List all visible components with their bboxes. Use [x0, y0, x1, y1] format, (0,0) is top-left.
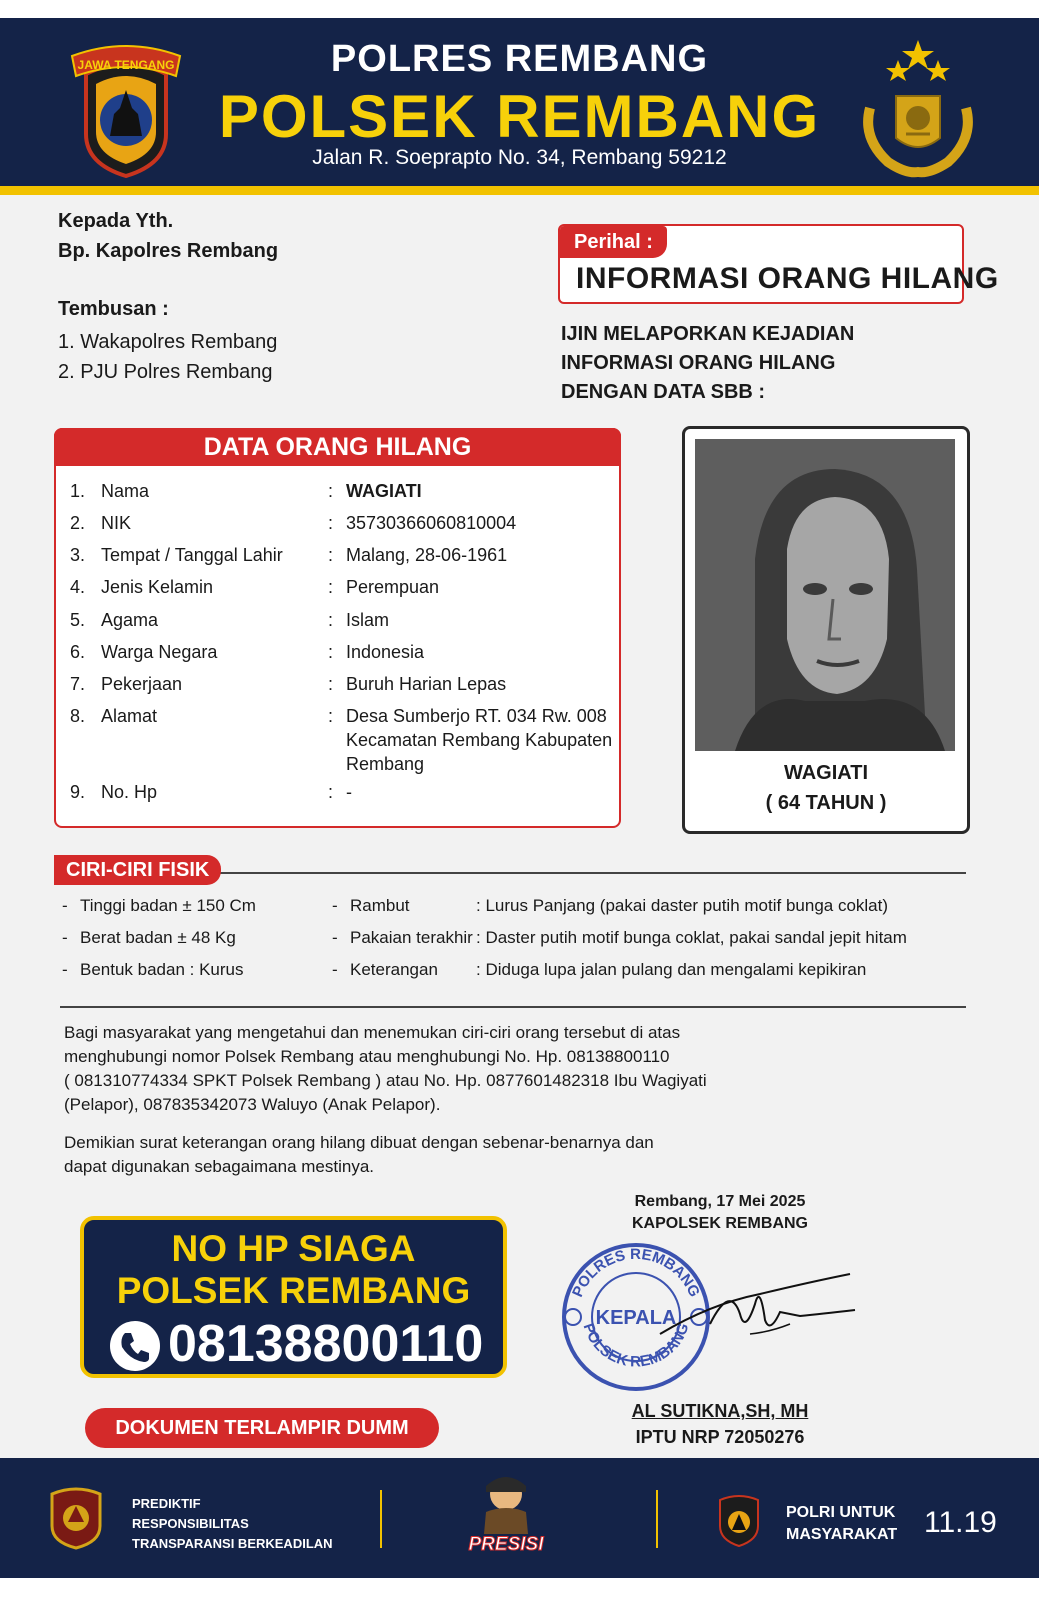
ciri-dash: - — [332, 928, 338, 947]
recipient-name: Bp. Kapolres Rembang — [58, 240, 279, 262]
row-colon: : — [328, 577, 334, 597]
signature-name: AL SUTIKNA,SH, MH — [631, 1401, 809, 1421]
row-label: Jenis Kelamin — [101, 577, 214, 597]
row-value: Rembang — [346, 754, 425, 774]
dokumen-terlampir-button[interactable]: DOKUMEN TERLAMPIR DUMM — [85, 1408, 439, 1448]
footer-jateng-badge-logo — [716, 1488, 762, 1548]
footer-motto-line: RESPONSIBILITAS — [132, 1516, 249, 1531]
signature-nrp: IPTU NRP 72050276 — [635, 1427, 805, 1447]
footer-motto-line: TRANSPARANSI BERKEADILAN — [132, 1536, 333, 1551]
photo-name: WAGIATI — [783, 762, 869, 784]
row-number: 1. — [70, 481, 86, 501]
presisi-mascot-logo — [456, 1470, 556, 1562]
row-label: Nama — [101, 481, 150, 501]
row-number: 6. — [70, 642, 86, 662]
footer-slogan-line: POLRI UNTUK — [786, 1504, 896, 1521]
polri-emblem-logo — [848, 38, 988, 178]
tembusan-item: 1. Wakapolres Rembang — [58, 331, 278, 353]
row-colon: : — [328, 610, 334, 630]
ciri-left-item: Tinggi badan ± 150 Cm — [80, 896, 256, 915]
ciri-fisik-heading: CIRI-CIRI FISIK — [54, 855, 221, 885]
header-stripe — [0, 186, 1039, 195]
row-colon: : — [328, 642, 334, 662]
header-polres: POLRES REMBANG — [330, 38, 709, 80]
photo-age: ( 64 TAHUN ) — [765, 792, 887, 814]
row-value: Islam — [346, 610, 390, 630]
row-colon: : — [328, 782, 334, 802]
row-label: Warga Negara — [101, 642, 218, 662]
row-label: No. Hp — [101, 782, 158, 802]
row-colon: : — [328, 674, 334, 694]
row-number: 3. — [70, 545, 86, 565]
row-value: - — [346, 782, 352, 802]
letter-page — [0, 18, 1039, 1578]
missing-person-photo — [695, 439, 955, 751]
section-divider — [60, 1006, 966, 1008]
row-number: 4. — [70, 577, 86, 597]
ciri-left-item: Berat badan ± 48 Kg — [80, 928, 236, 947]
header-polsek: POLSEK REMBANG — [218, 83, 821, 150]
row-label: Alamat — [101, 706, 158, 726]
row-colon: : — [328, 513, 334, 533]
ciri-right-label: Rambut — [350, 896, 410, 915]
signature-position: KAPOLSEK REMBANG — [631, 1215, 808, 1232]
perihal-intro-line: DENGAN DATA SBB : — [561, 381, 766, 403]
data-orang-hilang-heading: DATA ORANG HILANG — [54, 428, 621, 466]
presisi-wordmark: PRESISI — [468, 1534, 544, 1555]
ciri-right-value: : Daster putih motif bunga coklat, pakai sandal jepit hitam — [476, 928, 907, 947]
timestamp: 11.19 — [924, 1506, 997, 1539]
header-address: Jalan R. Soeprapto No. 34, Rembang 59212 — [312, 146, 727, 169]
ciri-dash: - — [332, 960, 338, 979]
ciri-dash: - — [62, 928, 68, 947]
paragraph-line: menghubungi nomor Polsek Rembang atau menghubungi No. Hp. 08138800110 — [64, 1047, 670, 1066]
row-value: Desa Sumberjo RT. 034 Rw. 008 — [346, 706, 607, 726]
row-value: Perempuan — [346, 577, 440, 597]
row-colon: : — [328, 545, 334, 565]
row-value: Malang, 28-06-1961 — [346, 545, 508, 565]
footer-divider — [656, 1490, 658, 1548]
footer-police-badge-logo — [46, 1484, 106, 1550]
footer-right-text — [786, 1502, 897, 1546]
tembusan-label: Tembusan : — [58, 298, 169, 320]
photo-caption — [686, 758, 966, 818]
perihal-intro-line: INFORMASI ORANG HILANG — [561, 352, 836, 374]
ciri-right-value: : Diduga lupa jalan pulang dan mengalami kepikiran — [476, 960, 867, 979]
stamp-top-text: POLRES REMBANG — [569, 1245, 703, 1300]
siaga-subtitle: POLSEK REMBANG — [116, 1270, 471, 1311]
ciri-dash: - — [62, 896, 68, 915]
ciri-right-value: : Lurus Panjang (pakai daster putih motif bunga coklat) — [476, 896, 889, 915]
row-colon: : — [328, 481, 334, 501]
ciri-right-label: Keterangan — [350, 960, 438, 979]
ciri-dash: - — [62, 960, 68, 979]
phone-glyph — [110, 1321, 160, 1371]
footer-slogan-line: MASYARAKAT — [786, 1526, 898, 1543]
row-label: Tempat / Tanggal Lahir — [101, 545, 283, 565]
row-value: Kecamatan Rembang Kabupaten — [346, 730, 613, 750]
portrait-image — [695, 439, 955, 751]
closing-paragraph — [64, 1131, 784, 1179]
tembusan-item: 2. PJU Polres Rembang — [58, 361, 273, 383]
row-label: Pekerjaan — [101, 674, 183, 694]
perihal-label: Perihal : — [560, 226, 667, 258]
footer-motto-line: PREDIKTIF — [132, 1496, 201, 1511]
row-colon: : — [328, 706, 334, 726]
paragraph-line: ( 081310774334 SPKT Polsek Rembang ) atau No. Hp. 0877601482318 Ibu Wagiyati — [64, 1071, 707, 1090]
ciri-dash: - — [332, 896, 338, 915]
row-number: 7. — [70, 674, 86, 694]
stamp-center-text: KEPALA — [595, 1307, 677, 1329]
siaga-phone-number[interactable]: 08138800110 — [168, 1315, 484, 1373]
ciri-right-label: Pakaian terakhir — [350, 928, 473, 947]
row-value: Buruh Harian Lepas — [346, 674, 507, 694]
signature-scribble — [650, 1254, 860, 1354]
row-value: Indonesia — [346, 642, 425, 662]
perihal-title: INFORMASI ORANG HILANG — [576, 262, 999, 295]
row-number: 8. — [70, 706, 86, 726]
paragraph-line: Bagi masyarakat yang mengetahui dan menemukan ciri-ciri orang tersebut di atas — [64, 1023, 681, 1042]
paragraph-line: Demikian surat keterangan orang hilang dibuat dengan sebenar-benarnya dan — [64, 1133, 654, 1152]
signature-place-date: Rembang, 17 Mei 2025 — [634, 1193, 806, 1210]
paragraph-line: dapat digunakan sebagaimana mestinya. — [64, 1157, 374, 1176]
row-number: 9. — [70, 782, 86, 802]
row-number: 2. — [70, 513, 86, 533]
kepada-label: Kepada Yth. — [58, 210, 174, 232]
badge-banner-text: JAWA TENGANG — [77, 58, 175, 72]
phone-icon — [110, 1321, 160, 1371]
footer-left-text — [132, 1494, 333, 1554]
ciri-left-item: Bentuk badan : Kurus — [80, 960, 244, 979]
contact-paragraph — [64, 1021, 784, 1117]
row-value: 35730366060810004 — [346, 513, 517, 533]
row-value: WAGIATI — [346, 481, 422, 501]
stamp-bottom-text: POLSEK REMBANG — [579, 1320, 693, 1371]
row-label: NIK — [101, 513, 132, 533]
siaga-title: NO HP SIAGA — [171, 1228, 416, 1269]
paragraph-line: (Pelapor), 087835342073 Waluyo (Anak Pelapor). — [64, 1095, 441, 1114]
row-label: Agama — [101, 610, 159, 630]
perihal-intro-line: IJIN MELAPORKAN KEJADIAN — [561, 323, 855, 345]
footer-divider — [380, 1490, 382, 1548]
row-number: 5. — [70, 610, 86, 630]
